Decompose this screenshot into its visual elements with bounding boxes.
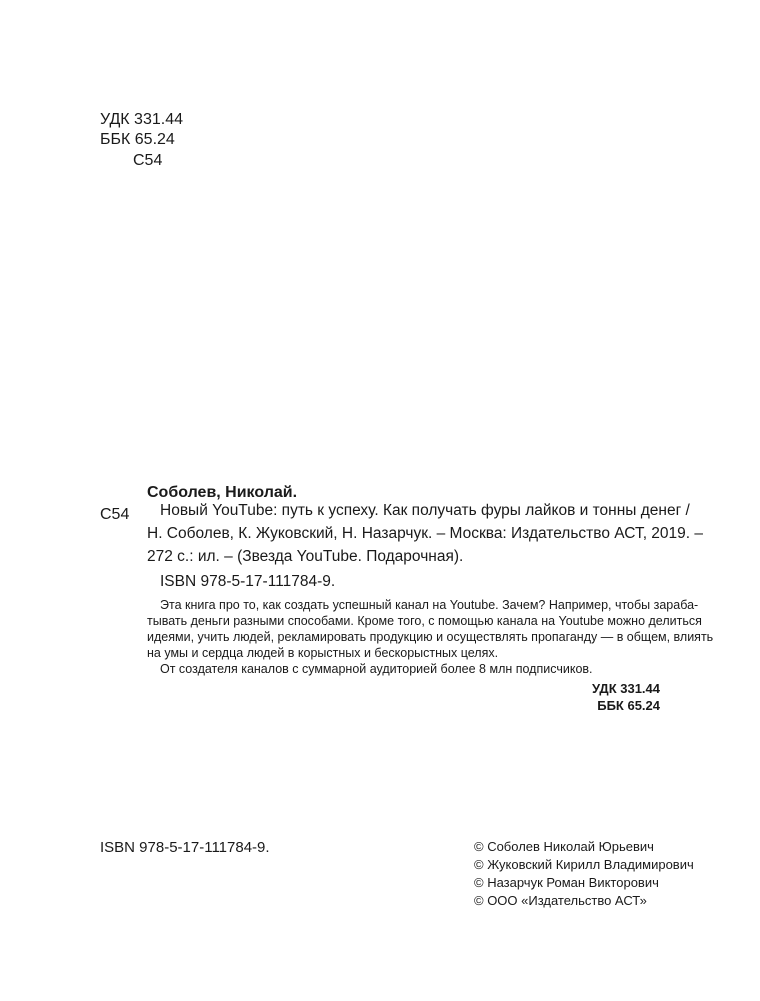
author-heading: Соболев, Николай.	[147, 484, 298, 501]
bibliographic-line: Новый YouTube: путь к успеху. Как получать фуры лайков и тонны денег /	[160, 502, 690, 519]
udk-code-top: УДК 331.44	[100, 111, 183, 128]
author-mark-side: С54	[100, 506, 130, 523]
bibliographic-line: 272 с.: ил. – (Звезда YouTube. Подарочная).	[147, 548, 464, 565]
bibliographic-line: Н. Соболев, К. Жуковский, Н. Назарчук. – Москва: Издательство АСТ, 2019. –	[147, 525, 704, 542]
author-mark-top: С54	[133, 152, 163, 169]
annotation-line: идеями, учить людей, рекламировать продукцию и осуществлять пропаганду — в общем, влиять	[147, 630, 714, 644]
isbn-footer: ISBN 978-5-17-111784-9.	[100, 839, 270, 856]
annotation-line: тывать деньги разными способами. Кроме того, с помощью канала на Youtube можно делиться	[147, 614, 702, 628]
annotation-line: Эта книга про то, как создать успешный канал на Youtube. Зачем? Например, чтобы зараба-	[160, 598, 699, 612]
annotation-line: на умы и сердца людей в корыстных и бескорыстных целях.	[147, 646, 499, 660]
bbk-code-top: ББК 65.24	[100, 131, 175, 148]
udk-code-record: УДК 331.44	[592, 681, 660, 696]
annotation-line: От создателя каналов с суммарной аудиторией более 8 млн подписчиков.	[160, 662, 593, 676]
copyright-line: © Соболев Николай Юрьевич	[474, 839, 654, 854]
copyright-line: © Назарчук Роман Викторович	[474, 875, 659, 890]
copyright-line: © Жуковский Кирилл Владимирович	[474, 857, 694, 872]
copyright-line: © ООО «Издательство АСТ»	[474, 893, 647, 908]
isbn-record: ISBN 978-5-17-111784-9.	[160, 573, 336, 590]
bbk-code-record: ББК 65.24	[597, 698, 660, 713]
